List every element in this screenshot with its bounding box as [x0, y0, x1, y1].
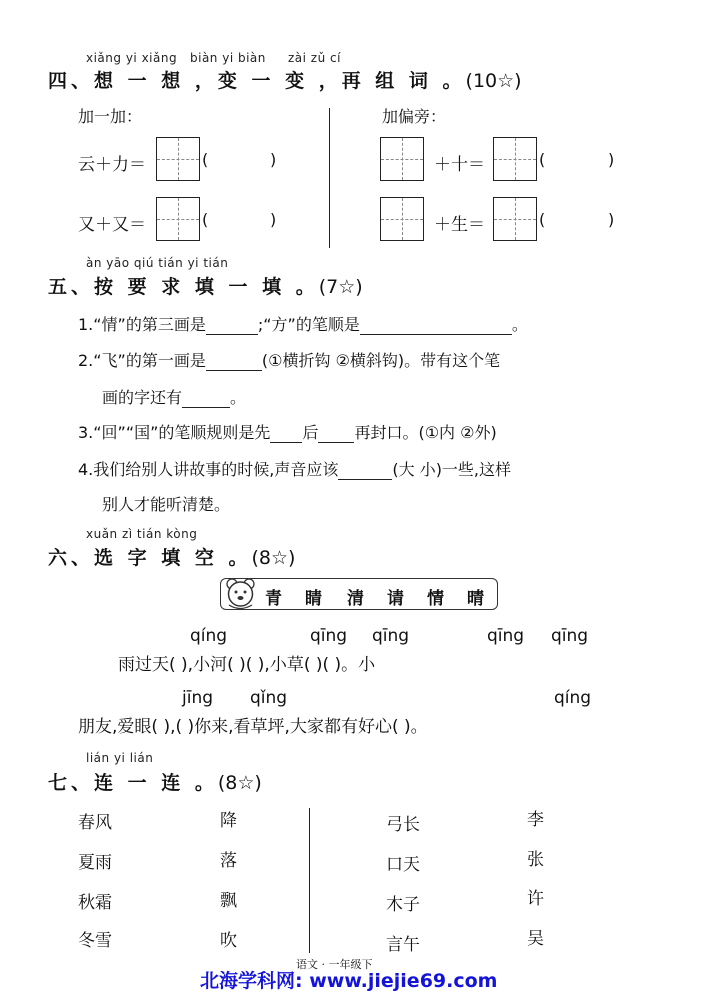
- s5-q2: [78, 348, 500, 371]
- s5-q4-blank[interactable]: [338, 463, 392, 480]
- s5-q2c: 画的字还有: [102, 388, 183, 407]
- s5-q1-blank2[interactable]: [360, 318, 512, 335]
- s4-left-label: 加一加：: [78, 107, 143, 126]
- s4-paren-close-2: ): [270, 210, 277, 229]
- section-5-title: [48, 272, 363, 299]
- s7-right-1[interactable]: 弓长: [386, 815, 420, 835]
- s5-q3b: 后: [302, 423, 319, 442]
- s6-score: (8☆): [251, 547, 296, 569]
- s4-answer-box-3[interactable]: [493, 137, 537, 181]
- s6-py1-3: qīng: [372, 626, 410, 646]
- watermark: 北海学科网: www.jiejie69.com: [200, 970, 498, 992]
- s6-py2-3: qíng: [554, 688, 592, 708]
- s6-py1-5: qīng: [551, 626, 589, 646]
- s7-mid-4[interactable]: 吹: [220, 931, 237, 951]
- s4-paren-close-1: ): [270, 150, 277, 169]
- s7-left-3[interactable]: 秋霜: [78, 893, 112, 913]
- choice-char-2: 睛: [305, 589, 322, 609]
- s4-paren-open-3: (: [539, 150, 546, 169]
- s4-paren-close-4: ): [608, 210, 615, 229]
- choice-char-6: 晴: [467, 589, 484, 609]
- bear-icon: [223, 575, 259, 613]
- s7-pinyin: lián yi lián: [86, 751, 154, 765]
- s4-answer-box-4[interactable]: [493, 197, 537, 241]
- s5-score: (7☆): [318, 276, 363, 298]
- s5-q4: [78, 457, 511, 480]
- s7-far-3[interactable]: 许: [527, 889, 544, 909]
- choice-char-4: 请: [387, 589, 404, 609]
- s4-eq2: 又＋又＝: [78, 215, 146, 235]
- s7-mid-1[interactable]: 降: [220, 811, 237, 831]
- s5-q1b: ;“方”的笔顺是: [257, 315, 360, 334]
- s4-blank-box-3[interactable]: [380, 137, 424, 181]
- s7-title-text: 七、连 一 连 。: [48, 772, 218, 794]
- s5-q2b: (①横折钩 ②横斜钩)。带有这个笔: [261, 351, 501, 370]
- section-7-title: [48, 768, 262, 795]
- s7-mid-2[interactable]: 落: [220, 851, 237, 871]
- s6-py2-2: qǐng: [250, 688, 288, 708]
- s5-q3: [78, 420, 497, 443]
- s4-divider: [329, 108, 330, 248]
- s4-pinyin-2: biàn yi biàn: [190, 51, 266, 65]
- s7-left-2[interactable]: 夏雨: [78, 853, 112, 873]
- s5-q4b: (大 小)一些,这样: [392, 460, 512, 479]
- word-choice-bar: [220, 578, 498, 610]
- s5-q2d: 。: [230, 388, 247, 407]
- s6-py2-1: jīng: [182, 688, 214, 708]
- s4-pinyin-3: zài zǔ cí: [288, 51, 341, 65]
- s7-right-2[interactable]: 口天: [386, 855, 420, 875]
- s5-q2-blank2[interactable]: [182, 391, 230, 408]
- s7-far-4[interactable]: 吴: [527, 929, 544, 949]
- section-4-title: [48, 66, 522, 93]
- s6-line2: 朋友,爱眼( ),( )你来,看草坪,大家都有好心( )。: [78, 717, 428, 737]
- s5-q2a: 2.“飞”的第一画是: [78, 351, 206, 370]
- s4-eq3: ＋十＝: [434, 155, 485, 175]
- s5-q2-blank1[interactable]: [206, 354, 262, 371]
- s7-mid-3[interactable]: 飘: [220, 891, 237, 911]
- s5-q1a: 1.“情”的第三画是: [78, 315, 206, 334]
- s7-left-4[interactable]: 冬雪: [78, 931, 112, 951]
- s5-q2-cont: [102, 385, 246, 408]
- s6-py1-1: qíng: [190, 626, 228, 646]
- s7-score: (8☆): [217, 772, 262, 794]
- s7-far-1[interactable]: 李: [527, 810, 544, 830]
- s4-paren-open-4: (: [539, 210, 546, 229]
- s7-divider: [309, 808, 310, 953]
- s5-q3-blank2[interactable]: [318, 426, 354, 443]
- s6-pinyin: xuǎn zì tián kòng: [86, 527, 198, 541]
- s7-right-3[interactable]: 木子: [386, 895, 420, 915]
- s4-eq1: 云＋力＝: [78, 155, 146, 175]
- section-6-title: [48, 543, 295, 570]
- s6-title-text: 六、选 字 填 空 。: [48, 547, 252, 569]
- s5-q1: [78, 312, 528, 335]
- s5-q1c: 。: [511, 315, 528, 334]
- s5-title-text: 五、按 要 求 填 一 填 。: [48, 276, 319, 298]
- s5-q4a: 4.我们给别人讲故事的时候,声音应该: [78, 460, 339, 479]
- s4-right-label: 加偏旁：: [382, 107, 447, 126]
- s4-score: (10☆): [465, 70, 522, 92]
- s4-blank-box-4[interactable]: [380, 197, 424, 241]
- s4-paren-open-1: (: [202, 150, 209, 169]
- s7-far-2[interactable]: 张: [527, 850, 544, 870]
- s4-eq4: ＋生＝: [434, 215, 485, 235]
- page-label: 语文 · 一年级下: [296, 958, 373, 971]
- choice-char-3: 清: [347, 589, 364, 609]
- s6-py1-4: qīng: [487, 626, 525, 646]
- s7-left-1[interactable]: 春风: [78, 813, 112, 833]
- s5-q4c: 别人才能听清楚。: [102, 495, 231, 514]
- s4-title-text: 四、想 一 想 ，变 一 变 ，再 组 词 。: [48, 70, 466, 92]
- s4-paren-open-2: (: [202, 210, 209, 229]
- s5-q1-blank1[interactable]: [206, 318, 258, 335]
- s6-line1: 雨过天( ),小河( )( ),小草( )( )。小: [118, 655, 376, 675]
- s4-answer-box-2[interactable]: [156, 197, 200, 241]
- s4-pinyin-1: xiǎng yi xiǎng: [86, 51, 178, 65]
- s4-answer-box-1[interactable]: [156, 137, 200, 181]
- s6-py1-2: qīng: [310, 626, 348, 646]
- s5-q3-blank1[interactable]: [270, 426, 302, 443]
- s4-paren-close-3: ): [608, 150, 615, 169]
- s5-q3c: 再封口。(①内 ②外): [354, 423, 497, 442]
- choice-char-1: 青: [265, 589, 282, 609]
- s5-q3a: 3.“回”“国”的笔顺规则是先: [78, 423, 271, 442]
- choice-char-5: 情: [427, 589, 444, 609]
- s7-right-4[interactable]: 言午: [386, 935, 420, 955]
- s5-pinyin: àn yāo qiú tián yi tián: [86, 256, 229, 270]
